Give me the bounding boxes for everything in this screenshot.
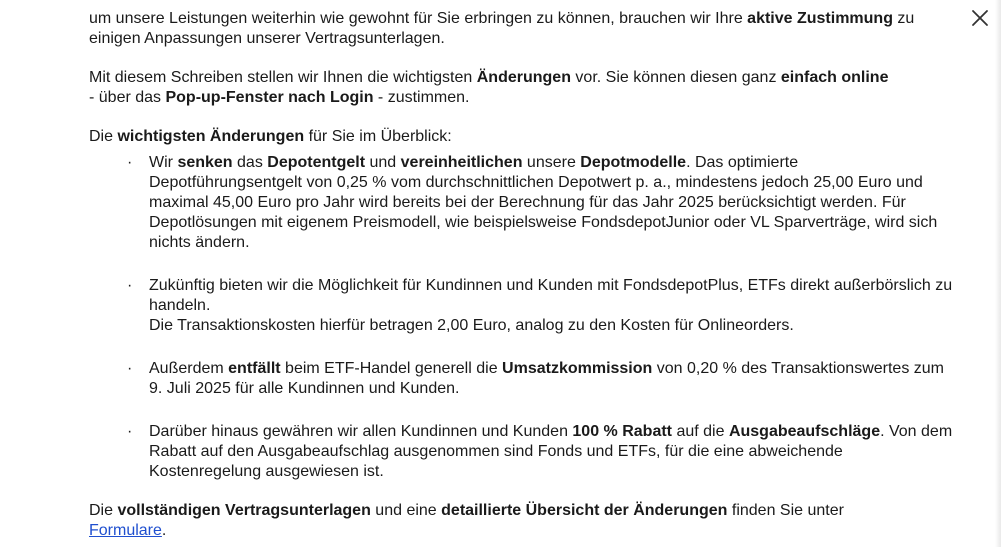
bold-text: wichtigsten Änderungen bbox=[117, 128, 305, 145]
bold-text: vereinheitlichen bbox=[400, 154, 523, 171]
formulare-link[interactable]: Formulare bbox=[89, 522, 162, 539]
changes-list bbox=[89, 153, 955, 482]
text-span: für Sie im Überblick: bbox=[304, 128, 452, 145]
text-span: Außerdem bbox=[149, 360, 229, 377]
bullet-icon: · bbox=[127, 277, 133, 294]
text-span: . bbox=[161, 522, 167, 539]
dialog-scroll-edge bbox=[995, 0, 1001, 547]
dialog-content bbox=[89, 9, 955, 541]
text-span: das bbox=[232, 154, 268, 171]
text-span: auf die bbox=[672, 423, 729, 440]
text-span: und eine bbox=[370, 502, 442, 519]
text-span: . Von dem Rabatt auf den Ausgabeaufschlag ausgenommen sind Fonds und ETFs, für die eine abweichende Kostenregelung ausgewiesen ist. bbox=[149, 423, 953, 480]
bullet-icon: · bbox=[127, 154, 133, 171]
list-item bbox=[89, 422, 955, 482]
bold-text: Pop-up-Fenster nach Login bbox=[165, 89, 374, 106]
text-span: finden Sie unter bbox=[727, 502, 844, 519]
text-span: zu einigen Anpassungen unserer Vertragsunterlagen. bbox=[89, 10, 915, 47]
bold-text: Änderungen bbox=[476, 69, 571, 86]
bold-text: 100 % Rabatt bbox=[572, 423, 672, 440]
text-span: Mit diesem Schreiben stellen wir Ihnen die wichtigsten bbox=[89, 69, 477, 86]
text-span: Die bbox=[89, 502, 118, 519]
text-span: . Das optimierte Depotführungsentgelt von 0,25 % vom durchschnittlichen Depotwert p. a., mindestens jedoch 25,00 Euro und maximal 45,00 Euro pro Jahr wird bereits bei der Berechnung für das Jahr 2025 berücksichtigt werden. Für Depotlösungen mit eigenem Preismodell, wie beispielsweise FondsdepotJunior oder VL Sparverträge, wird sich nichts ändern. bbox=[149, 154, 938, 251]
bold-text: entfällt bbox=[228, 360, 281, 377]
list-item bbox=[89, 276, 955, 336]
footer-paragraph bbox=[89, 501, 955, 541]
text-span: Darüber hinaus gewähren wir allen Kundinnen und Kunden bbox=[149, 423, 573, 440]
bold-text: detaillierte Übersicht der Änderungen bbox=[441, 502, 728, 519]
close-button[interactable] bbox=[968, 6, 992, 30]
online-consent-paragraph bbox=[89, 68, 955, 108]
text-span: - zustimmen. bbox=[373, 89, 470, 106]
text-span: unsere bbox=[522, 154, 581, 171]
bold-text: Ausgabeaufschläge bbox=[728, 423, 881, 440]
bold-text: einfach online bbox=[780, 69, 889, 86]
bold-text: Depotmodelle bbox=[580, 154, 687, 171]
text-span: - über das bbox=[89, 89, 166, 106]
text-span: beim ETF-Handel generell die bbox=[280, 360, 503, 377]
bold-text: Depotentgelt bbox=[267, 154, 366, 171]
bold-text: aktive Zustimmung bbox=[747, 10, 893, 27]
overview-heading bbox=[89, 127, 955, 147]
text-span: Die Transaktionskosten hierfür betragen 2,00 Euro, analog zu den Kosten für Onlineorders. bbox=[149, 317, 794, 334]
text-span: Zukünftig bieten wir die Möglichkeit für Kundinnen und Kunden mit FondsdepotPlus, ETFs direkt außerbörslich zu handeln. bbox=[149, 277, 953, 314]
text-span: Die bbox=[89, 128, 118, 145]
text-span: von 0,20 % des Transaktionswertes zum 9. Juli 2025 für alle Kundinnen und Kunden. bbox=[149, 360, 944, 397]
text-span: vor. Sie können diesen ganz bbox=[570, 69, 781, 86]
bold-text: vollständigen Vertragsunterlagen bbox=[117, 502, 371, 519]
text-span: um unsere Leistungen weiterhin wie gewohnt für Sie erbringen zu können, brauchen wir Ihre bbox=[89, 10, 748, 27]
bullet-icon: · bbox=[127, 360, 133, 377]
text-span: Wir bbox=[149, 154, 178, 171]
list-item bbox=[89, 153, 955, 253]
bullet-icon: · bbox=[127, 423, 133, 440]
bold-text: senken bbox=[177, 154, 233, 171]
close-icon bbox=[968, 6, 992, 30]
list-item bbox=[89, 359, 955, 399]
intro-paragraph bbox=[89, 9, 955, 49]
bold-text: Umsatzkommission bbox=[502, 360, 653, 377]
text-span: und bbox=[365, 154, 401, 171]
